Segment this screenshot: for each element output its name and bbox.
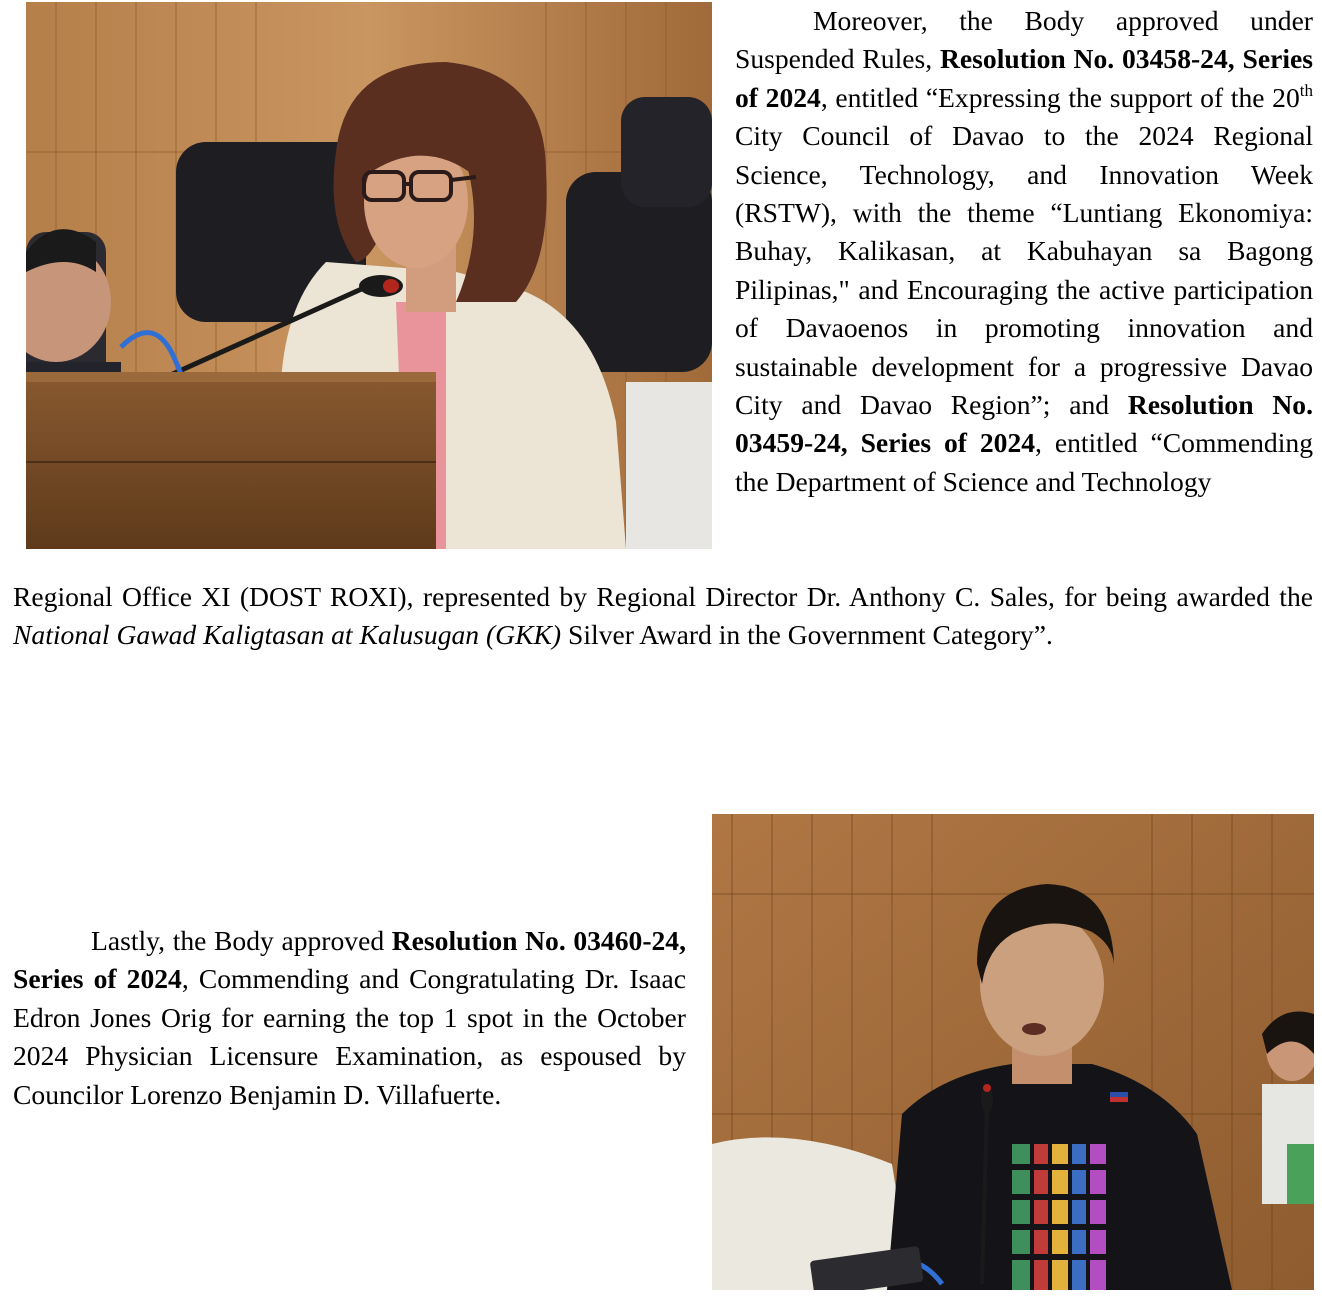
resolution-03460-number: Resolution No. 03460-24, Series of 2024: [13, 925, 686, 995]
paragraph-resolution-03460: [13, 922, 686, 1114]
resolution-03458-number: Resolution No. 03458-24, Series of 2024: [735, 43, 1314, 113]
resolution-03459-title-c: Silver Award in the Government Category”.: [568, 619, 1053, 651]
award-name: National Gawad Kaligtasan at Kalusugan (GKK): [13, 619, 562, 651]
paragraph2-intro: Lastly, the Body approved: [91, 925, 385, 956]
resolution-03458-title-b: City Council of Davao to the 2024 Regional Science, Technology, and Innovation Week (RSTW), with the theme “Luntiang Ekonomiya: Buhay, Kalikasan, at Kabuhayan sa Bagong Pilipinas," and Encouraging the active participation of Davaoenos in promoting innovation and sustainable development for a progressive Davao City and Davao Region”; and: [735, 120, 1313, 421]
photo-councilor-podium-illustration: [26, 2, 712, 549]
paragraph-resolution-03459-continued: [13, 578, 1313, 655]
resolution-03458-title-a: , entitled “Expressing the support of the 20: [820, 81, 1300, 113]
paragraph-resolutions-03458-03459: [735, 2, 1313, 501]
resolution-03459-number: Resolution No. 03459-24, Series of 2024: [735, 389, 1313, 459]
resolution-03460-body: , Commending and Congratulating Dr. Isaac Edron Jones Orig for earning the top 1 spot in the October 2024 Physician Licensure Examination, as espoused by Councilor Lorenzo Benjamin D. Villafuerte.: [13, 963, 686, 1110]
photo-councilor-podium: [26, 2, 712, 549]
photo-councilor-speaking: [712, 814, 1314, 1290]
photo-councilor-speaking-illustration: [712, 814, 1314, 1290]
resolution-03459-title-a: , entitled “Commending the Department of Science and Technology: [735, 427, 1313, 497]
resolution-03459-title-b: Regional Office XI (DOST ROXI), represented by Regional Director Dr. Anthony C. Sales, for being awarded the: [13, 581, 1313, 612]
paragraph1-intro: Moreover, the Body approved under Suspended Rules,: [735, 5, 1313, 75]
ordinal-suffix: th: [1299, 80, 1313, 100]
